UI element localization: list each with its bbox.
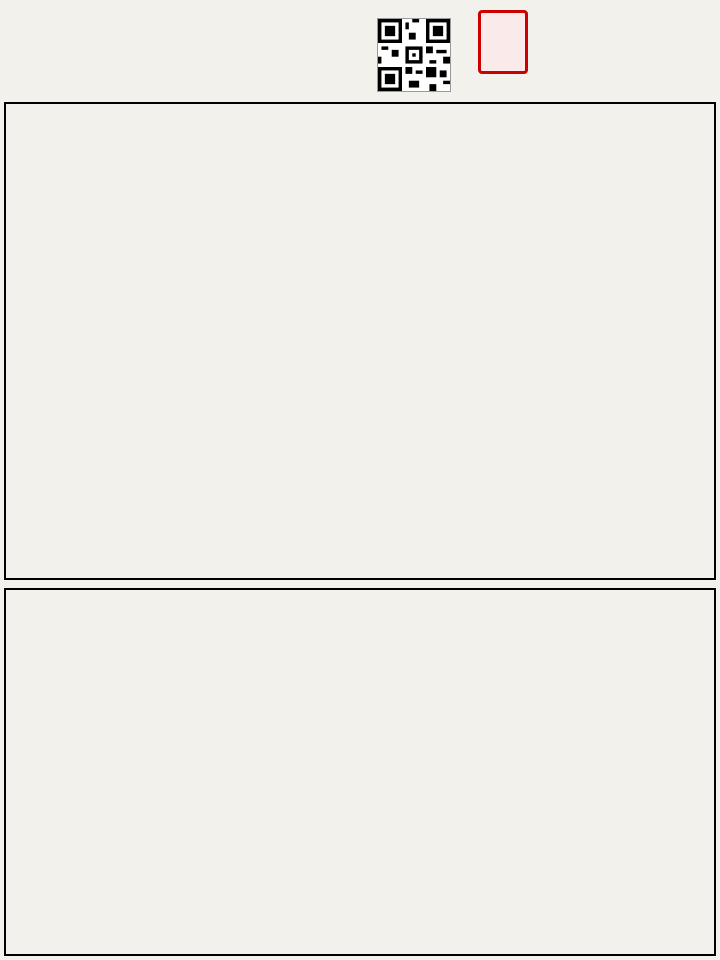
pillars-chart bbox=[4, 102, 716, 580]
qr-code bbox=[377, 18, 451, 92]
qr-code-graphic bbox=[378, 19, 450, 91]
red-seal-stamp bbox=[478, 10, 528, 74]
annual-years-table bbox=[4, 588, 716, 956]
header-info bbox=[10, 10, 14, 26]
